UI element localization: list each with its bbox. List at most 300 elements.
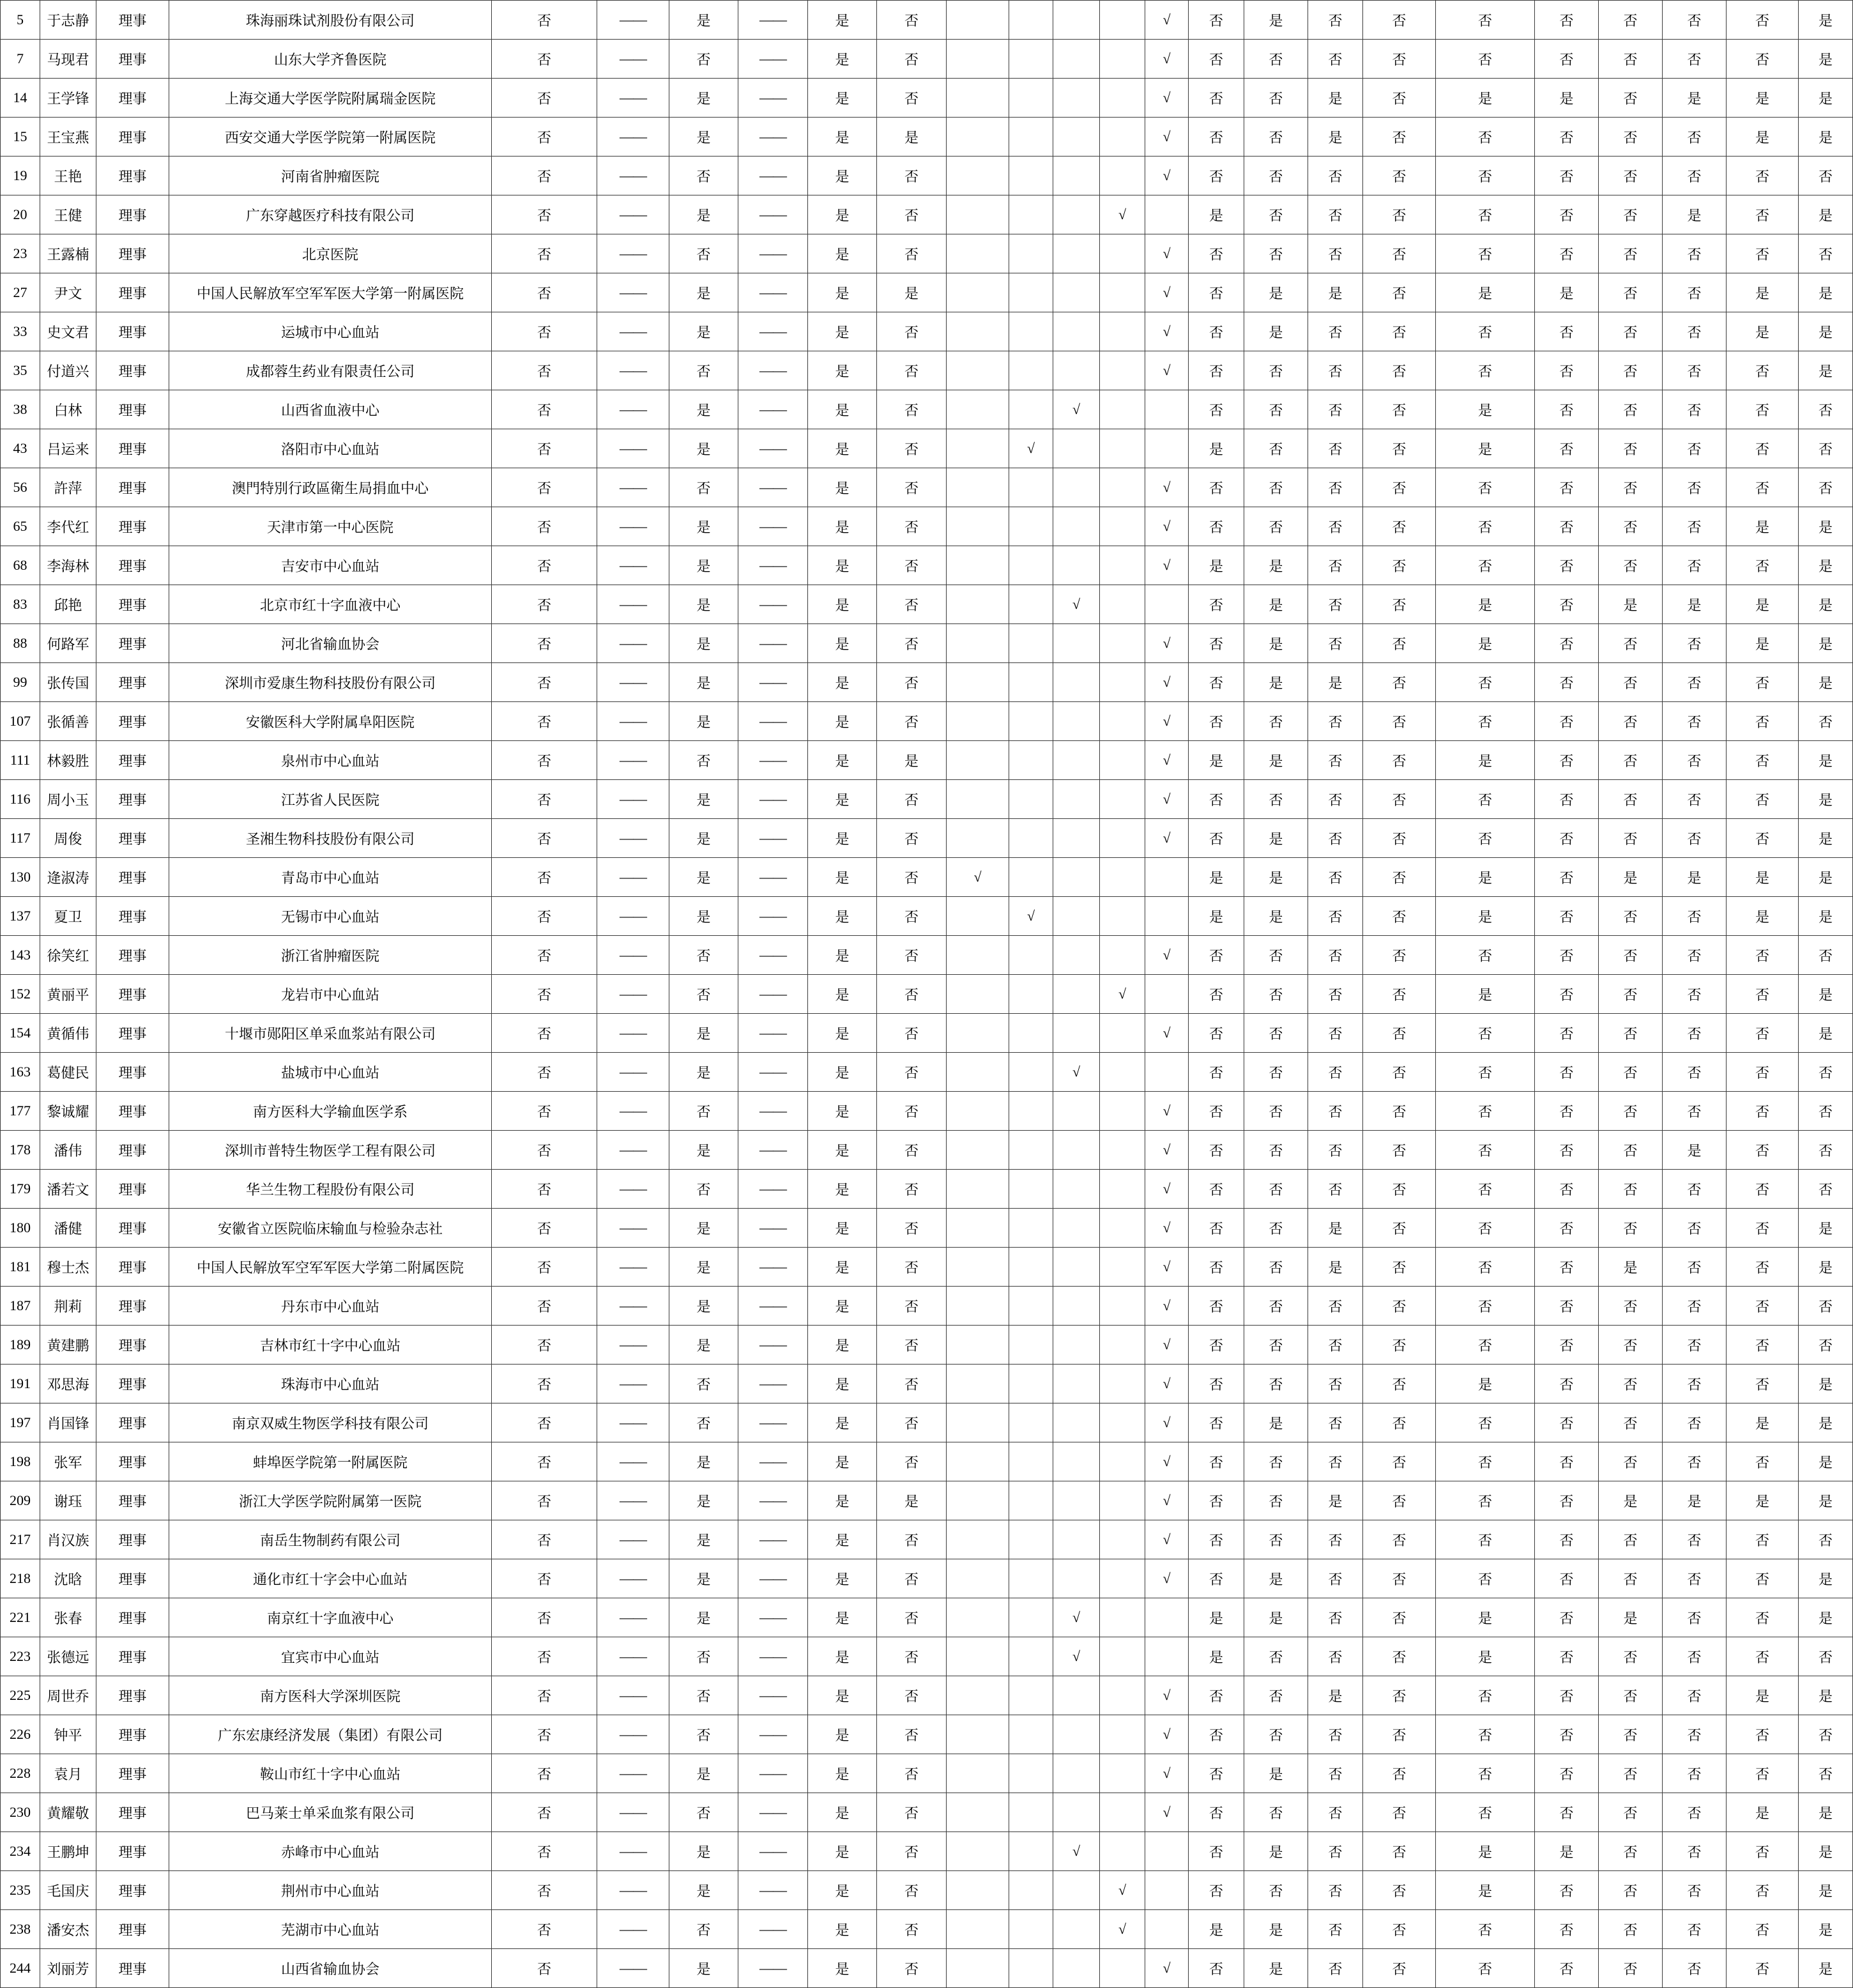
serial-cell: 130	[1, 858, 40, 897]
org-cell: 河北省输血协会	[169, 624, 492, 663]
value-cell: 否	[1663, 429, 1727, 468]
org-cell: 广东穿越医疗科技有限公司	[169, 195, 492, 234]
value-cell: 否	[1308, 195, 1363, 234]
check-cell	[1100, 1442, 1145, 1481]
name-cell: 潘伟	[40, 1131, 96, 1170]
flag-cell: 是	[877, 741, 947, 780]
check-cell	[1100, 624, 1145, 663]
check-cell	[1053, 1481, 1100, 1520]
role-cell: 理事	[96, 624, 169, 663]
name-cell: 刘丽芳	[40, 1949, 96, 1988]
value-cell: 否	[1663, 1248, 1727, 1287]
value-cell: 否	[1436, 1520, 1535, 1559]
check-cell: √	[1145, 468, 1189, 507]
value-cell: 否	[1799, 1326, 1853, 1365]
flag-cell: 否	[669, 1403, 738, 1442]
value-cell: 否	[1663, 1442, 1727, 1481]
value-cell: 否	[1189, 118, 1244, 157]
dash-cell: ——	[738, 1403, 808, 1442]
flag-cell: 是	[669, 1, 738, 40]
dash-cell: ——	[738, 1092, 808, 1131]
org-cell: 安徽省立医院临床输血与检验杂志社	[169, 1209, 492, 1248]
check-cell	[1009, 312, 1053, 351]
check-cell	[1053, 1287, 1100, 1326]
check-cell	[1053, 663, 1100, 702]
value-cell: 是	[1436, 624, 1535, 663]
value-cell: 否	[1535, 468, 1599, 507]
dash-cell: ——	[597, 1014, 669, 1053]
value-cell: 否	[1244, 1442, 1308, 1481]
table-row	[1, 1248, 1853, 1287]
flag-cell: 否	[492, 1170, 597, 1209]
value-cell: 是	[1727, 1793, 1799, 1832]
role-cell: 理事	[96, 1053, 169, 1092]
value-cell: 是	[1599, 1248, 1663, 1287]
value-cell: 否	[1535, 546, 1599, 585]
value-cell: 是	[1436, 975, 1535, 1014]
dash-cell: ——	[738, 351, 808, 390]
flag-cell: 否	[877, 780, 947, 819]
check-cell	[1053, 1326, 1100, 1365]
value-cell: 否	[1436, 1053, 1535, 1092]
value-cell: 否	[1599, 1910, 1663, 1949]
flag-cell: 是	[808, 1559, 877, 1598]
value-cell: 否	[1535, 663, 1599, 702]
check-cell	[947, 1403, 1009, 1442]
table-row	[1, 1365, 1853, 1403]
check-cell	[1009, 1442, 1053, 1481]
flag-cell: 是	[808, 1676, 877, 1715]
flag-cell: 是	[669, 195, 738, 234]
name-cell: 于志静	[40, 1, 96, 40]
value-cell: 否	[1799, 1092, 1853, 1131]
serial-cell: 230	[1, 1793, 40, 1832]
check-cell	[1053, 1365, 1100, 1403]
flag-cell: 否	[877, 819, 947, 858]
check-cell	[947, 819, 1009, 858]
value-cell: 否	[1663, 351, 1727, 390]
check-cell	[947, 195, 1009, 234]
value-cell: 否	[1308, 936, 1363, 975]
table-row	[1, 390, 1853, 429]
value-cell: 是	[1799, 858, 1853, 897]
check-cell	[947, 1481, 1009, 1520]
check-cell	[947, 1949, 1009, 1988]
dash-cell: ——	[738, 1793, 808, 1832]
check-cell	[1100, 1676, 1145, 1715]
flag-cell: 是	[808, 1637, 877, 1676]
check-cell	[1009, 1481, 1053, 1520]
role-cell: 理事	[96, 1637, 169, 1676]
value-cell: 否	[1363, 1014, 1436, 1053]
value-cell: 否	[1535, 858, 1599, 897]
flag-cell: 是	[669, 1287, 738, 1326]
table-row	[1, 118, 1853, 157]
dash-cell: ——	[738, 1481, 808, 1520]
flag-cell: 是	[808, 819, 877, 858]
flag-cell: 否	[492, 741, 597, 780]
flag-cell: 否	[492, 1793, 597, 1832]
flag-cell: 否	[492, 273, 597, 312]
value-cell: 否	[1599, 1676, 1663, 1715]
value-cell: 否	[1535, 1481, 1599, 1520]
check-cell	[1100, 507, 1145, 546]
dash-cell: ——	[738, 546, 808, 585]
flag-cell: 否	[492, 1403, 597, 1442]
dash-cell: ——	[738, 1715, 808, 1754]
value-cell: 否	[1599, 1209, 1663, 1248]
name-cell: 吕运来	[40, 429, 96, 468]
flag-cell: 是	[669, 1053, 738, 1092]
table-row	[1, 1676, 1853, 1715]
check-cell	[1100, 780, 1145, 819]
flag-cell: 否	[669, 1365, 738, 1403]
dash-cell: ——	[597, 1637, 669, 1676]
check-cell: √	[1053, 585, 1100, 624]
dash-cell: ——	[597, 1481, 669, 1520]
value-cell: 否	[1727, 1365, 1799, 1403]
value-cell: 否	[1436, 1170, 1535, 1209]
value-cell: 否	[1436, 1481, 1535, 1520]
value-cell: 否	[1436, 40, 1535, 79]
value-cell: 否	[1363, 1209, 1436, 1248]
check-cell: √	[1145, 1170, 1189, 1209]
org-cell: 珠海市中心血站	[169, 1365, 492, 1403]
value-cell: 否	[1799, 157, 1853, 195]
value-cell: 否	[1727, 1520, 1799, 1559]
name-cell: 尹文	[40, 273, 96, 312]
flag-cell: 否	[669, 1637, 738, 1676]
dash-cell: ——	[597, 1131, 669, 1170]
value-cell: 否	[1308, 1871, 1363, 1910]
check-cell: √	[1009, 429, 1053, 468]
value-cell: 否	[1436, 780, 1535, 819]
value-cell: 否	[1599, 468, 1663, 507]
flag-cell: 是	[669, 118, 738, 157]
org-cell: 深圳市爱康生物科技股份有限公司	[169, 663, 492, 702]
value-cell: 否	[1436, 1793, 1535, 1832]
value-cell: 否	[1436, 1014, 1535, 1053]
value-cell: 否	[1244, 79, 1308, 118]
value-cell: 是	[1663, 1131, 1727, 1170]
value-cell: 是	[1189, 741, 1244, 780]
value-cell: 否	[1189, 819, 1244, 858]
dash-cell: ——	[738, 1676, 808, 1715]
value-cell: 否	[1363, 1520, 1436, 1559]
name-cell: 徐笑红	[40, 936, 96, 975]
org-cell: 吉林市红十字中心血站	[169, 1326, 492, 1365]
flag-cell: 是	[808, 1053, 877, 1092]
check-cell	[1009, 936, 1053, 975]
name-cell: 张春	[40, 1598, 96, 1637]
flag-cell: 否	[669, 157, 738, 195]
check-cell: √	[1100, 195, 1145, 234]
serial-cell: 191	[1, 1365, 40, 1403]
check-cell	[1009, 1598, 1053, 1637]
value-cell: 否	[1663, 390, 1727, 429]
value-cell: 否	[1436, 1, 1535, 40]
flag-cell: 否	[492, 468, 597, 507]
flag-cell: 否	[877, 1637, 947, 1676]
flag-cell: 否	[492, 351, 597, 390]
value-cell: 否	[1727, 1910, 1799, 1949]
flag-cell: 是	[808, 1871, 877, 1910]
org-cell: 山东大学齐鲁医院	[169, 40, 492, 79]
name-cell: 张循善	[40, 702, 96, 741]
value-cell: 否	[1663, 1520, 1727, 1559]
value-cell: 是	[1799, 40, 1853, 79]
value-cell: 否	[1363, 1715, 1436, 1754]
dash-cell: ——	[597, 390, 669, 429]
value-cell: 是	[1244, 741, 1308, 780]
check-cell	[947, 1754, 1009, 1793]
value-cell: 否	[1727, 390, 1799, 429]
role-cell: 理事	[96, 1248, 169, 1287]
value-cell: 是	[1244, 819, 1308, 858]
value-cell: 否	[1308, 1131, 1363, 1170]
check-cell: √	[1145, 1442, 1189, 1481]
table-row	[1, 507, 1853, 546]
value-cell: 否	[1189, 273, 1244, 312]
role-cell: 理事	[96, 351, 169, 390]
check-cell: √	[1145, 1949, 1189, 1988]
name-cell: 黄耀敬	[40, 1793, 96, 1832]
check-cell	[1100, 1949, 1145, 1988]
dash-cell: ——	[597, 1053, 669, 1092]
check-cell	[947, 1910, 1009, 1949]
flag-cell: 否	[669, 351, 738, 390]
value-cell: 否	[1363, 1637, 1436, 1676]
value-cell: 是	[1799, 79, 1853, 118]
check-cell	[947, 157, 1009, 195]
check-cell	[1009, 663, 1053, 702]
value-cell: 否	[1599, 40, 1663, 79]
check-cell	[947, 897, 1009, 936]
check-cell	[1100, 157, 1145, 195]
value-cell: 否	[1663, 1559, 1727, 1598]
value-cell: 否	[1308, 975, 1363, 1014]
value-cell: 否	[1436, 1287, 1535, 1326]
check-cell	[1100, 1287, 1145, 1326]
value-cell: 是	[1436, 1871, 1535, 1910]
flag-cell: 否	[492, 1910, 597, 1949]
value-cell: 否	[1244, 1637, 1308, 1676]
org-cell: 洛阳市中心血站	[169, 429, 492, 468]
org-cell: 江苏省人民医院	[169, 780, 492, 819]
value-cell: 是	[1727, 312, 1799, 351]
value-cell: 是	[1799, 1910, 1853, 1949]
value-cell: 否	[1308, 585, 1363, 624]
value-cell: 是	[1436, 429, 1535, 468]
dash-cell: ——	[738, 1014, 808, 1053]
value-cell: 否	[1436, 702, 1535, 741]
check-cell: √	[1145, 1403, 1189, 1442]
serial-cell: 5	[1, 1, 40, 40]
table-row	[1, 1053, 1853, 1092]
check-cell	[1145, 429, 1189, 468]
value-cell: 否	[1535, 1092, 1599, 1131]
value-cell: 是	[1799, 1248, 1853, 1287]
value-cell: 否	[1363, 1365, 1436, 1403]
org-cell: 上海交通大学医学院附属瑞金医院	[169, 79, 492, 118]
value-cell: 否	[1244, 702, 1308, 741]
value-cell: 否	[1599, 1053, 1663, 1092]
check-cell	[1053, 1949, 1100, 1988]
value-cell: 否	[1535, 702, 1599, 741]
check-cell	[1009, 585, 1053, 624]
check-cell	[1053, 741, 1100, 780]
dash-cell: ——	[597, 1676, 669, 1715]
dash-cell: ——	[738, 1910, 808, 1949]
value-cell: 否	[1363, 507, 1436, 546]
table-row	[1, 1403, 1853, 1442]
dash-cell: ——	[597, 1170, 669, 1209]
check-cell	[1009, 507, 1053, 546]
flag-cell: 否	[492, 1209, 597, 1248]
check-cell	[1053, 1754, 1100, 1793]
flag-cell: 否	[877, 1248, 947, 1287]
check-cell	[1053, 624, 1100, 663]
value-cell: 否	[1363, 157, 1436, 195]
dash-cell: ——	[597, 975, 669, 1014]
check-cell	[947, 1053, 1009, 1092]
value-cell: 否	[1308, 1170, 1363, 1209]
flag-cell: 是	[808, 507, 877, 546]
check-cell	[1100, 702, 1145, 741]
role-cell: 理事	[96, 1715, 169, 1754]
value-cell: 否	[1363, 663, 1436, 702]
check-cell	[1053, 546, 1100, 585]
value-cell: 否	[1663, 312, 1727, 351]
value-cell: 是	[1535, 273, 1599, 312]
flag-cell: 是	[669, 1248, 738, 1287]
flag-cell: 否	[877, 79, 947, 118]
dash-cell: ——	[597, 858, 669, 897]
value-cell: 否	[1308, 468, 1363, 507]
check-cell	[1009, 1, 1053, 40]
check-cell	[947, 1442, 1009, 1481]
flag-cell: 否	[492, 1442, 597, 1481]
value-cell: 否	[1244, 1481, 1308, 1520]
flag-cell: 是	[669, 858, 738, 897]
flag-cell: 否	[877, 975, 947, 1014]
check-cell	[1145, 390, 1189, 429]
flag-cell: 否	[669, 1793, 738, 1832]
flag-cell: 是	[808, 546, 877, 585]
name-cell: 王艳	[40, 157, 96, 195]
value-cell: 否	[1189, 702, 1244, 741]
flag-cell: 是	[808, 1949, 877, 1988]
name-cell: 王宝燕	[40, 118, 96, 157]
name-cell: 潘健	[40, 1209, 96, 1248]
flag-cell: 是	[808, 936, 877, 975]
dash-cell: ——	[597, 351, 669, 390]
value-cell: 否	[1727, 1949, 1799, 1988]
check-cell: √	[1053, 1053, 1100, 1092]
check-cell: √	[1053, 390, 1100, 429]
flag-cell: 否	[492, 1326, 597, 1365]
dash-cell: ——	[597, 79, 669, 118]
value-cell: 是	[1436, 1365, 1535, 1403]
value-cell: 否	[1663, 1598, 1727, 1637]
check-cell	[947, 1287, 1009, 1326]
value-cell: 否	[1535, 1637, 1599, 1676]
check-cell	[1053, 1442, 1100, 1481]
check-cell	[1100, 1248, 1145, 1287]
flag-cell: 是	[808, 1014, 877, 1053]
check-cell	[947, 663, 1009, 702]
value-cell: 是	[1799, 507, 1853, 546]
flag-cell: 否	[877, 1209, 947, 1248]
role-cell: 理事	[96, 1598, 169, 1637]
check-cell	[1053, 858, 1100, 897]
value-cell: 是	[1799, 1365, 1853, 1403]
value-cell: 否	[1663, 1092, 1727, 1131]
value-cell: 是	[1189, 897, 1244, 936]
serial-cell: 244	[1, 1949, 40, 1988]
check-cell	[1145, 858, 1189, 897]
check-cell: √	[1100, 1871, 1145, 1910]
role-cell: 理事	[96, 780, 169, 819]
value-cell: 是	[1799, 1403, 1853, 1442]
check-cell: √	[1145, 1520, 1189, 1559]
flag-cell: 是	[669, 1598, 738, 1637]
name-cell: 潘安杰	[40, 1910, 96, 1949]
flag-cell: 是	[669, 1520, 738, 1559]
name-cell: 穆士杰	[40, 1248, 96, 1287]
table-row	[1, 1754, 1853, 1793]
dash-cell: ——	[597, 936, 669, 975]
value-cell: 否	[1599, 1559, 1663, 1598]
value-cell: 是	[1799, 351, 1853, 390]
check-cell	[1100, 312, 1145, 351]
org-cell: 澳門特別行政區衛生局捐血中心	[169, 468, 492, 507]
table-row	[1, 1715, 1853, 1754]
value-cell: 否	[1727, 546, 1799, 585]
role-cell: 理事	[96, 312, 169, 351]
flag-cell: 是	[877, 1481, 947, 1520]
value-cell: 否	[1535, 819, 1599, 858]
value-cell: 否	[1308, 157, 1363, 195]
value-cell: 否	[1727, 1715, 1799, 1754]
serial-cell: 137	[1, 897, 40, 936]
org-cell: 鞍山市红十字中心血站	[169, 1754, 492, 1793]
flag-cell: 是	[669, 1949, 738, 1988]
check-cell	[1053, 1559, 1100, 1598]
value-cell: 是	[1727, 273, 1799, 312]
value-cell: 是	[1799, 1209, 1853, 1248]
value-cell: 否	[1535, 1014, 1599, 1053]
flag-cell: 否	[877, 1131, 947, 1170]
check-cell	[1100, 1326, 1145, 1365]
value-cell: 否	[1308, 741, 1363, 780]
name-cell: 何路军	[40, 624, 96, 663]
value-cell: 否	[1599, 1871, 1663, 1910]
value-cell: 是	[1799, 312, 1853, 351]
flag-cell: 是	[808, 1832, 877, 1871]
flag-cell: 否	[492, 585, 597, 624]
table-row	[1, 157, 1853, 195]
value-cell: 否	[1599, 312, 1663, 351]
flag-cell: 否	[877, 1754, 947, 1793]
value-cell: 否	[1308, 1326, 1363, 1365]
org-cell: 南京红十字血液中心	[169, 1598, 492, 1637]
value-cell: 否	[1535, 234, 1599, 273]
check-cell	[1100, 234, 1145, 273]
value-cell: 否	[1189, 1871, 1244, 1910]
name-cell: 逄淑涛	[40, 858, 96, 897]
value-cell: 否	[1363, 1131, 1436, 1170]
